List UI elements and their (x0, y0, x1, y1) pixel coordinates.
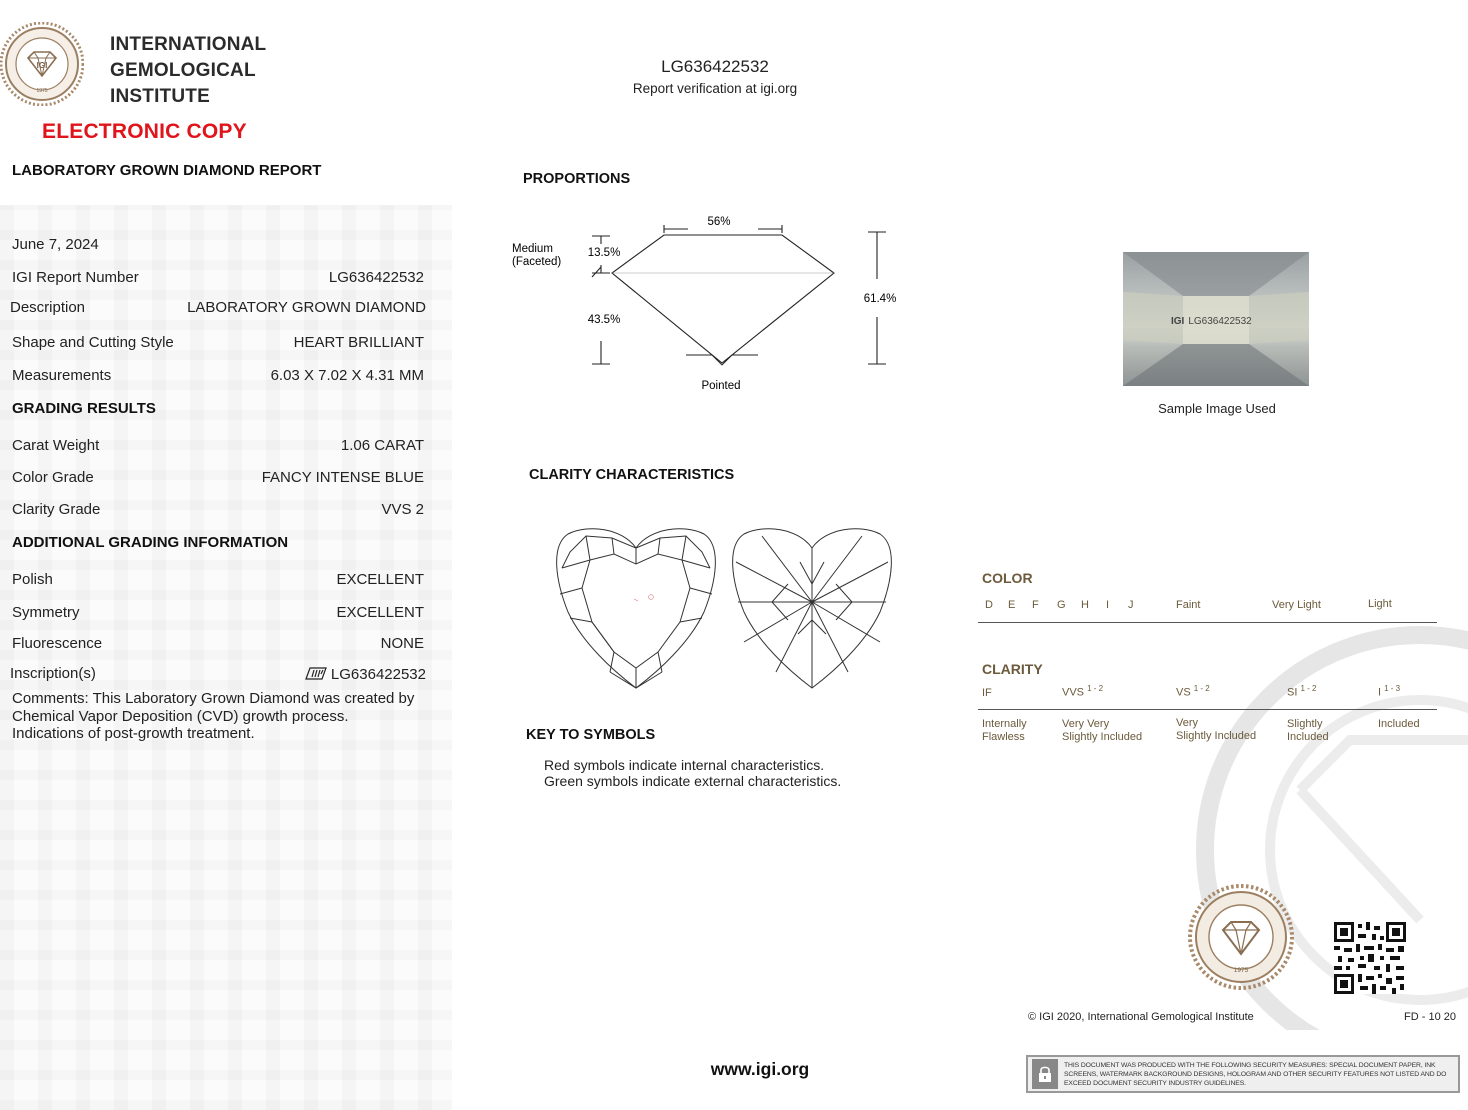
color-range-light: Light (1368, 598, 1392, 610)
color-grade-g: G (1057, 599, 1066, 611)
depth-percent: 61.4% (863, 293, 897, 305)
grading-row-clarity (12, 501, 424, 523)
row-label: Polish (12, 571, 53, 588)
report-date-row (12, 236, 424, 258)
additional-row-symmetry (12, 604, 424, 626)
report-verification-link[interactable]: Report verification at igi.org (632, 81, 798, 96)
igi-inscription-logo-icon (304, 665, 328, 681)
comments-text: Comments: This Laboratory Grown Diamond was created by Chemical Vapor Deposition (CVD) growth process. (12, 690, 415, 725)
additional-row-polish (12, 571, 424, 593)
lock-glyph (1038, 1065, 1052, 1083)
color-grade-f: F (1032, 599, 1039, 611)
igi-seal-logo (0, 22, 84, 106)
pavilion-percent: 43.5% (587, 314, 621, 326)
security-notice-text: THIS DOCUMENT WAS PRODUCED WITH THE FOLLOWING SECURITY MEASURES: SPECIAL DOCUMENT PAPER, INK SCREENS, WATERMARK BACKGROUND DESIGNS, HOLOGRAM AND OTHER SECURITY FEATURES NOT LISTED AND DO EXCEED DOCUMENT SECURITY INDUSTRY GUIDELINES. (1064, 1061, 1447, 1087)
clarity-characteristics-heading: CLARITY CHARACTERISTICS (529, 467, 735, 483)
org-name-line1: INTERNATIONAL (110, 34, 267, 55)
row-label: Description (10, 299, 86, 316)
color-range-very-light: Very Light (1272, 599, 1321, 611)
inscription-text: LG636422532 (330, 666, 426, 683)
clarity-grade-if (982, 687, 992, 699)
sample-inscription-photo (1123, 252, 1309, 386)
org-name-line3: INSTITUTE (110, 86, 210, 107)
row-value (304, 665, 426, 683)
photo-inscription (1171, 316, 1252, 327)
row-value: 6.03 X 7.02 X 4.31 MM (270, 367, 424, 384)
form-code: FD - 10 20 (1404, 1011, 1456, 1023)
seal-monogram: IGI (36, 61, 48, 70)
clarity-desc-line: Slightly (1287, 718, 1323, 730)
website-link[interactable]: www.igi.org (710, 1059, 810, 1079)
header-report-number: LG636422532 (661, 57, 769, 76)
clarity-grade-code: VVS (1062, 686, 1085, 699)
qr-code-icon[interactable] (1334, 922, 1406, 994)
row-value: EXCELLENT (336, 604, 424, 621)
clarity-scale-heading: CLARITY (982, 661, 1043, 677)
clarity-desc-si (1287, 718, 1329, 744)
color-grade-j: J (1128, 599, 1134, 611)
row-value: VVS 2 (381, 501, 424, 518)
clarity-grade-range: 1 - 3 (1384, 684, 1401, 693)
report-row-description (10, 299, 426, 321)
additional-grading-heading: ADDITIONAL GRADING INFORMATION (12, 534, 289, 551)
clarity-desc-line: Included (1378, 718, 1420, 730)
row-value: NONE (380, 635, 424, 652)
clarity-desc-line: Slightly Included (1176, 730, 1257, 742)
row-value: LG636422532 (328, 269, 424, 286)
clarity-plot-diagram (552, 522, 896, 694)
color-grade-h: H (1081, 599, 1089, 611)
grading-row-color (12, 469, 424, 491)
clarity-grade-vs (1176, 684, 1210, 699)
clarity-desc-vvs (1062, 718, 1142, 744)
row-value: HEART BRILLIANT (293, 334, 424, 351)
report-row-shape (12, 334, 424, 356)
organization-name (110, 32, 266, 110)
row-value: FANCY INTENSE BLUE (261, 469, 424, 486)
row-label: Measurements (12, 367, 112, 384)
key-to-symbols-text (544, 758, 841, 789)
row-label: Inscription(s) (10, 665, 96, 682)
comments-block (12, 690, 422, 743)
row-value: EXCELLENT (336, 571, 424, 588)
clarity-grade-i (1378, 684, 1400, 699)
row-value: LABORATORY GROWN DIAMOND (187, 299, 426, 316)
key-internal-line: Red symbols indicate internal characteristics. (544, 757, 825, 773)
clarity-grade-code: I (1378, 686, 1382, 699)
clarity-grade-range: 1 - 2 (1087, 684, 1104, 693)
proportions-heading: PROPORTIONS (523, 171, 631, 187)
clarity-grade-code: SI (1287, 686, 1298, 699)
row-label: Color Grade (12, 469, 94, 486)
security-notice-box (1026, 1055, 1460, 1093)
clarity-grade-si (1287, 684, 1316, 699)
grading-results-heading: GRADING RESULTS (12, 400, 156, 417)
clarity-grade-range: 1 - 2 (1193, 684, 1210, 693)
proportions-diagram (500, 205, 910, 405)
additional-row-fluorescence (12, 635, 424, 657)
electronic-copy-label: ELECTRONIC COPY (42, 120, 247, 143)
photo-igi-logo: IGI (1171, 316, 1185, 327)
clarity-grade-code: VS (1176, 686, 1191, 699)
comments-treatment: Indications of post-growth treatment. (12, 725, 255, 742)
clarity-desc-line: Very (1176, 717, 1199, 729)
copyright-text: © IGI 2020, International Gemological Institute (1028, 1011, 1254, 1023)
clarity-desc-if (982, 718, 1027, 744)
key-external-line: Green symbols indicate external characteristics. (544, 772, 842, 789)
clarity-desc-line: Slightly Included (1062, 731, 1143, 743)
color-grade-i: I (1106, 599, 1110, 611)
igi-bottom-seal-icon (1188, 884, 1294, 990)
clarity-desc-i (1378, 718, 1420, 731)
girdle-faceted-label: (Faceted) (512, 256, 562, 268)
report-row-measurements (12, 367, 424, 389)
org-name-line2: GEMOLOGICAL (110, 60, 256, 81)
color-grade-d: D (985, 599, 993, 611)
sample-image-caption: Sample Image Used (1158, 401, 1276, 416)
report-title: LABORATORY GROWN DIAMOND REPORT (12, 162, 322, 179)
key-to-symbols-heading: KEY TO SYMBOLS (526, 727, 656, 743)
report-row-number (12, 269, 424, 291)
clarity-grade-code: IF (982, 687, 992, 699)
color-scale-divider (978, 622, 1437, 623)
clarity-grade-vvs (1062, 684, 1103, 699)
color-grade-e: E (1008, 599, 1016, 611)
bottom-seal-year: 1975 (1233, 967, 1249, 974)
table-percent: 56% (707, 216, 731, 228)
clarity-desc-line: Included (1287, 731, 1329, 743)
clarity-desc-line: Flawless (982, 731, 1025, 743)
row-label: Clarity Grade (12, 501, 101, 518)
clarity-desc-vs (1176, 717, 1256, 743)
row-label: IGI Report Number (12, 269, 139, 286)
report-date: June 7, 2024 (12, 236, 99, 253)
photo-inscription-text: LG636422532 (1188, 316, 1252, 327)
lock-icon (1032, 1059, 1058, 1089)
row-label: Carat Weight (12, 437, 100, 454)
color-range-faint: Faint (1176, 599, 1201, 611)
row-label: Shape and Cutting Style (12, 334, 174, 351)
clarity-desc-line: Very Very (1062, 718, 1110, 730)
grading-row-carat (12, 437, 424, 459)
color-scale-heading: COLOR (982, 570, 1033, 586)
culet-label: Pointed (701, 380, 741, 392)
clarity-grade-range: 1 - 2 (1300, 684, 1317, 693)
row-label: Symmetry (12, 604, 80, 621)
crown-percent: 13.5% (587, 247, 621, 259)
seal-year: 1975 (36, 88, 48, 94)
row-label: Fluorescence (12, 635, 103, 652)
additional-row-inscription (10, 665, 426, 687)
girdle-label: Medium (512, 243, 553, 255)
row-value: 1.06 CARAT (340, 437, 424, 454)
clarity-desc-line: Internally (982, 718, 1027, 730)
clarity-scale-divider (978, 709, 1437, 710)
